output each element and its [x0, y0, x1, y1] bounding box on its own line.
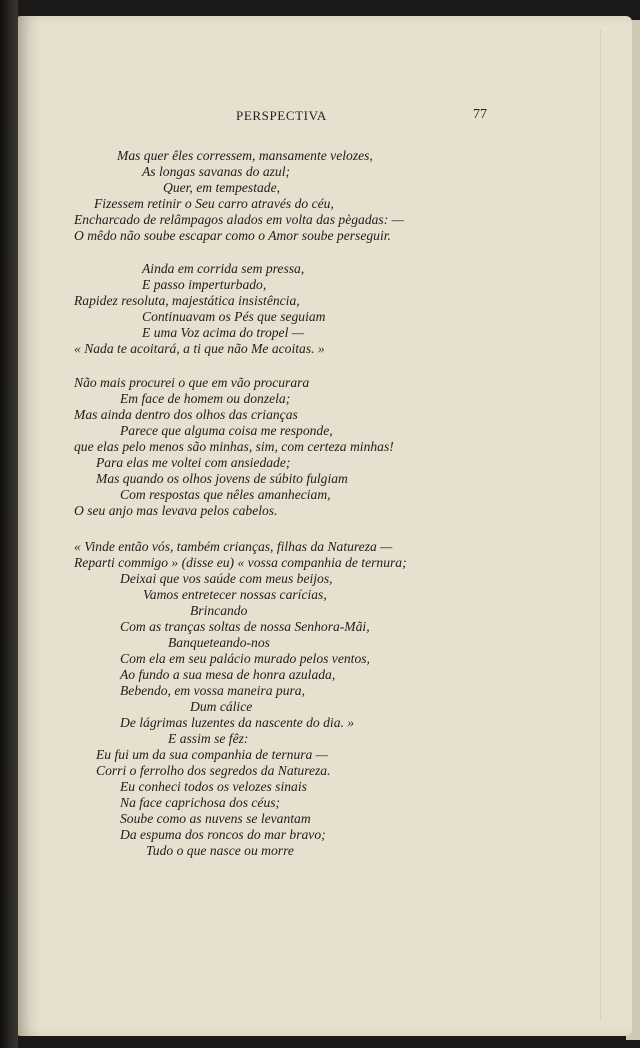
- book-spine: [0, 0, 18, 1048]
- poem-line: Brincando: [190, 603, 248, 618]
- poem-line: Com ela em seu palácio murado pelos ventos,: [120, 651, 370, 666]
- poem-line: « Nada te acoitará, a ti que não Me acoitas. »: [74, 341, 325, 356]
- poem-line: que elas pelo menos são minhas, sim, com certeza minhas!: [74, 439, 394, 454]
- poem-line: De lágrimas luzentes da nascente do dia. »: [120, 715, 355, 730]
- poem-line: Vamos entretecer nossas carícias,: [143, 587, 327, 602]
- poem-line: Dum cálice: [190, 699, 253, 714]
- poem-line: Mas quando os olhos jovens de súbito fulgiam: [96, 471, 348, 486]
- poem-line: Encharcado de relâmpagos alados em volta das pègadas: —: [74, 212, 404, 227]
- poem-line: Da espuma dos roncos do mar bravo;: [120, 827, 326, 842]
- poem-line: E uma Voz acima do tropel —: [142, 325, 304, 340]
- poem-line: Mas quer êles corressem, mansamente velozes,: [117, 148, 373, 163]
- poem-line: Reparti commigo » (disse eu) « vossa companhia de ternura;: [74, 555, 407, 570]
- poem-line: Para elas me voltei com ansiedade;: [96, 455, 291, 470]
- poem-line: « Vinde então vós, também crianças, filhas da Natureza —: [74, 539, 393, 554]
- poem-line: E passo imperturbado,: [142, 277, 267, 292]
- page-fold-line: [600, 30, 601, 1020]
- poem-line: Ainda em corrida sem pressa,: [142, 261, 305, 276]
- poem-line: Mas ainda dentro dos olhos das crianças: [74, 407, 298, 422]
- poem-line: Soube como as nuvens se levantam: [120, 811, 311, 826]
- poem-line: Fizessem retinir o Seu carro através do céu,: [94, 196, 334, 211]
- page-number: 77: [473, 107, 487, 122]
- poem-line: Corri o ferrolho dos segredos da Natureza.: [96, 763, 331, 778]
- poem-line: Continuavam os Pés que seguiam: [142, 309, 326, 324]
- poem-line: Ao fundo a sua mesa de honra azulada,: [120, 667, 336, 682]
- poem-line: Parece que alguma coisa me responde,: [120, 423, 333, 438]
- poem-line: As longas savanas do azul;: [142, 164, 291, 179]
- book-page: [18, 16, 632, 1036]
- poem-line: Com respostas que nêles amanheciam,: [120, 487, 331, 502]
- running-head-title: PERSPECTIVA: [236, 108, 327, 123]
- poem-line: Deixai que vos saúde com meus beijos,: [120, 571, 333, 586]
- poem-line: O seu anjo mas levava pelos cabelos.: [74, 503, 278, 518]
- poem-line: Rapidez resoluta, majestática insistência,: [74, 293, 300, 308]
- poem-line: Quer, em tempestade,: [163, 180, 281, 195]
- poem-line: Não mais procurei o que em vão procurara: [74, 375, 310, 390]
- poem-line: E assim se fêz:: [168, 731, 249, 746]
- poem-line: Tudo o que nasce ou morre: [146, 843, 294, 858]
- poem-line: Bebendo, em vossa maneira pura,: [120, 683, 305, 698]
- poem-line: O mêdo não soube escapar como o Amor soube perseguir.: [74, 228, 391, 243]
- poem-line: Na face caprichosa dos céus;: [120, 795, 281, 810]
- poem-line: Eu conheci todos os velozes sinais: [120, 779, 307, 794]
- poem-line: Com as tranças soltas de nossa Senhora-Mãi,: [120, 619, 370, 634]
- poem-line: Em face de homem ou donzela;: [120, 391, 291, 406]
- poem-line: Banqueteando-nos: [168, 635, 270, 650]
- poem-line: Eu fui um da sua companhia de ternura —: [96, 747, 328, 762]
